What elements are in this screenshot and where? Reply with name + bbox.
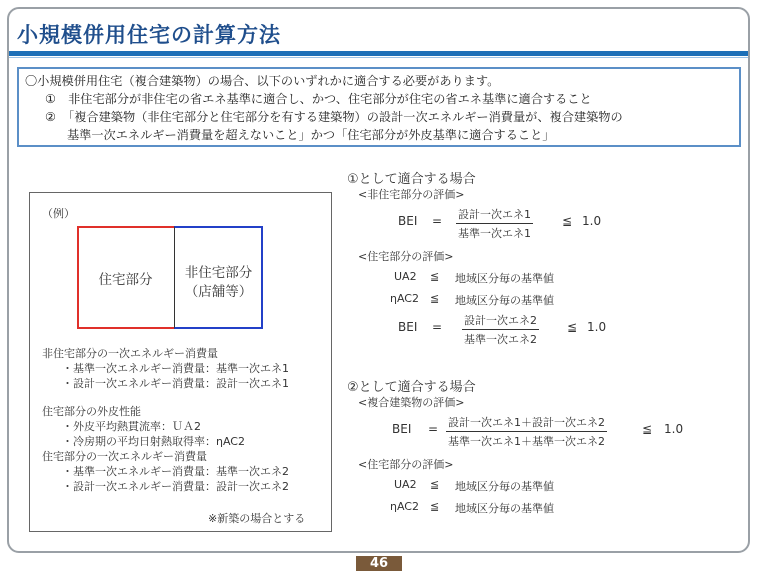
case1-bei1-limit: 1.0	[582, 214, 602, 228]
slide-title: 小規模併用住宅の計算方法	[17, 23, 281, 47]
case2-bei-denominator: 基準一次エネ1＋基準一次エネ2	[448, 435, 605, 448]
case1-eta-label: ηAC2	[390, 292, 419, 305]
nonres-energy-item-2: ・設計一次エネルギー消費量：設計一次エネ1	[62, 377, 289, 390]
case2-bei-eq: =	[428, 422, 439, 436]
case1-bei2-label: BEI	[398, 320, 418, 334]
intro-box	[17, 67, 741, 147]
case1-ua-value: 地域区分毎の基準値	[455, 272, 554, 285]
res-energy-title: 住宅部分の一次エネルギー消費量	[42, 450, 207, 463]
new-construction-note: ※新築の場合とする	[208, 512, 306, 525]
example-label: （例）	[42, 207, 75, 220]
case2-eta-label: ηAC2	[390, 500, 419, 513]
case1-nonres-eval: <非住宅部分の評価>	[358, 188, 465, 201]
intro-line-4: 基準一次エネルギー消費量を超えないこと」かつ「住宅部分が外皮基準に適合すること」	[67, 128, 555, 142]
case2-ua-leq: ≦	[430, 478, 440, 491]
intro-line-3: ② 「複合建築物（非住宅部分と住宅部分を有する建築物）の設計一次エネルギー消費量が、複合建築物の	[45, 110, 623, 124]
nonres-energy-item-1: ・基準一次エネルギー消費量：基準一次エネ1	[62, 362, 289, 375]
nonres-energy-title: 非住宅部分の一次エネルギー消費量	[42, 347, 218, 360]
case1-bei1-numerator: 設計一次エネ1	[456, 206, 533, 224]
case1-ua-label: UA2	[394, 270, 417, 283]
case2-res-eval: <住宅部分の評価>	[358, 458, 454, 471]
case1-bei2-fraction	[462, 312, 539, 347]
intro-line-2: ① 非住宅部分が非住宅の省エネ基準に適合し、かつ、住宅部分が住宅の省エネ基準に適合すること	[45, 92, 592, 106]
residential-label: 住宅部分	[98, 272, 153, 288]
case1-bei1-denominator: 基準一次エネ1	[458, 227, 531, 240]
case2-composite-eval: <複合建築物の評価>	[358, 396, 465, 409]
case1-bei2-limit: 1.0	[587, 320, 607, 334]
case2-heading: ②として適合する場合	[347, 380, 476, 395]
case2-ua-label: UA2	[394, 478, 417, 491]
case2-bei-leq: ≦	[642, 422, 653, 436]
case1-bei1-leq: ≦	[562, 214, 573, 228]
case1-bei2-eq: =	[432, 320, 443, 334]
case2-ua-value: 地域区分毎の基準値	[455, 480, 554, 493]
case1-bei2-leq: ≦	[567, 320, 578, 334]
nonresidential-sublabel: （店舗等）	[184, 284, 253, 300]
title-underline	[9, 51, 748, 56]
intro-line-1: 〇小規模併用住宅（複合建築物）の場合、以下のいずれかに適合する必要があります。	[25, 74, 500, 88]
case2-eta-value: 地域区分毎の基準値	[455, 502, 554, 515]
nonresidential-label: 非住宅部分	[184, 265, 253, 281]
case1-bei1-fraction	[456, 206, 533, 241]
case2-bei-fraction	[446, 414, 607, 449]
title-underline-thin	[9, 57, 748, 58]
res-envelope-item-1: ・外皮平均熱貫流率：ＵＡ2	[62, 420, 201, 433]
case1-eta-value: 地域区分毎の基準値	[455, 294, 554, 307]
page-number: 46	[356, 556, 402, 571]
case2-bei-limit: 1.0	[664, 422, 684, 436]
res-energy-item-2: ・設計一次エネルギー消費量：設計一次エネ2	[62, 480, 289, 493]
res-envelope-item-2: ・冷房期の平均日射熱取得率：ηAC2	[62, 435, 245, 448]
case1-eta-leq: ≦	[430, 292, 440, 305]
case2-bei-numerator: 設計一次エネ1＋設計一次エネ2	[446, 414, 607, 432]
res-envelope-title: 住宅部分の外皮性能	[42, 405, 141, 418]
case1-res-eval: <住宅部分の評価>	[358, 250, 454, 263]
case2-bei-label: BEI	[392, 422, 412, 436]
case1-bei2-numerator: 設計一次エネ2	[462, 312, 539, 330]
case1-bei2-denominator: 基準一次エネ2	[464, 333, 537, 346]
case1-heading: ①として適合する場合	[347, 172, 476, 187]
case1-bei1-eq: =	[432, 214, 443, 228]
case1-bei1-label: BEI	[398, 214, 418, 228]
case1-ua-leq: ≦	[430, 270, 440, 283]
res-energy-item-1: ・基準一次エネルギー消費量：基準一次エネ2	[62, 465, 289, 478]
case2-eta-leq: ≦	[430, 500, 440, 513]
